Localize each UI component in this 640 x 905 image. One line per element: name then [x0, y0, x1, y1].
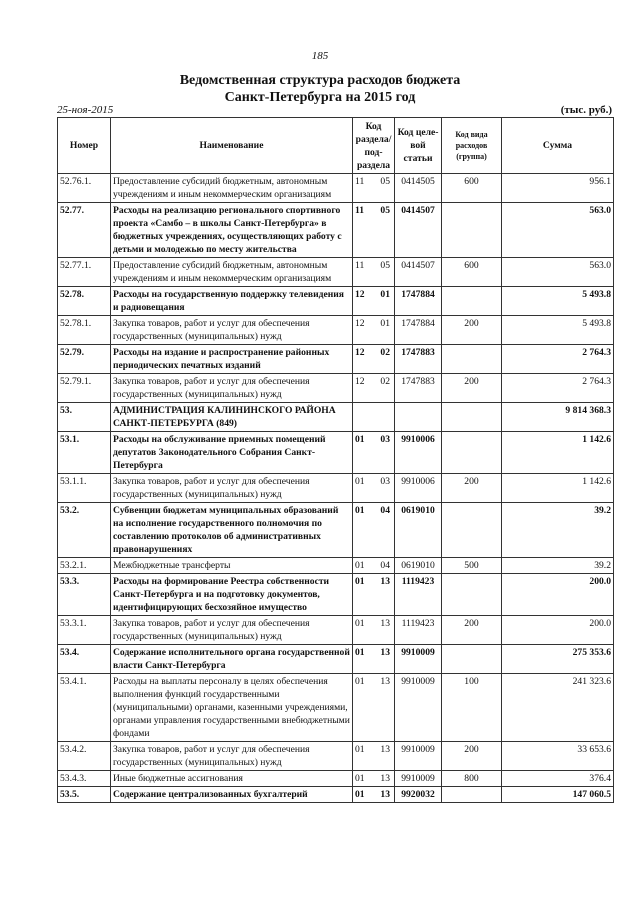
row-target: 9910009	[395, 674, 442, 742]
table-row	[58, 771, 614, 787]
row-expense-type	[442, 345, 502, 374]
row-expense-type	[442, 645, 502, 674]
row-num: 52.76.1.	[58, 174, 111, 203]
table-row	[58, 645, 614, 674]
podrazdel: 05	[380, 176, 390, 187]
row-razdel	[353, 645, 395, 674]
row-sum: 563.0	[502, 203, 614, 258]
table-row	[58, 742, 614, 771]
row-name: Расходы на обслуживание приемных помещений депутатов Законодательного Собрания Санкт-Петербурга	[111, 432, 353, 474]
razdel: 01	[355, 618, 365, 629]
row-razdel	[353, 203, 395, 258]
row-target	[395, 403, 442, 432]
row-num: 53.3.1.	[58, 616, 111, 645]
row-num: 53.5.	[58, 787, 111, 803]
podrazdel: 05	[380, 260, 390, 271]
row-num: 52.78.1.	[58, 316, 111, 345]
row-expense-type: 200	[442, 374, 502, 403]
razdel: 12	[355, 376, 365, 387]
table-row	[58, 316, 614, 345]
row-name: Расходы на реализацию регионального спортивного проекта «Самбо – в школы Санкт-Петербурга» в бюджетных учреждениях, осуществляющих работу с детьми и молодежью по месту жительства	[111, 203, 353, 258]
row-sum: 9 814 368.3	[502, 403, 614, 432]
row-sum: 2 764.3	[502, 345, 614, 374]
podrazdel: 05	[380, 205, 390, 216]
row-sum: 147 060.5	[502, 787, 614, 803]
row-sum: 5 493.8	[502, 316, 614, 345]
razdel: 01	[355, 505, 365, 516]
table-row	[58, 558, 614, 574]
razdel: 01	[355, 744, 365, 755]
row-name: Предоставление субсидий бюджетным, автономным учреждениям и иным некоммерческим организациям	[111, 174, 353, 203]
table-row	[58, 174, 614, 203]
table-row	[58, 374, 614, 403]
row-num: 52.77.	[58, 203, 111, 258]
row-name: Предоставление субсидий бюджетным, автономным учреждениям и иным некоммерческим организациям	[111, 258, 353, 287]
row-expense-type: 100	[442, 674, 502, 742]
row-expense-type: 200	[442, 616, 502, 645]
row-expense-type	[442, 503, 502, 558]
row-sum: 563.0	[502, 258, 614, 287]
row-razdel	[353, 787, 395, 803]
row-num: 53.4.	[58, 645, 111, 674]
row-name: Закупка товаров, работ и услуг для обеспечения государственных (муниципальных) нужд	[111, 742, 353, 771]
row-razdel	[353, 558, 395, 574]
razdel: 01	[355, 576, 365, 587]
podrazdel: 13	[380, 618, 390, 629]
podrazdel: 13	[380, 576, 390, 587]
row-sum: 1 142.6	[502, 432, 614, 474]
row-sum: 275 353.6	[502, 645, 614, 674]
row-sum: 241 323.6	[502, 674, 614, 742]
row-num: 52.79.	[58, 345, 111, 374]
row-target: 9910009	[395, 645, 442, 674]
row-expense-type: 200	[442, 474, 502, 503]
podrazdel: 03	[380, 434, 390, 445]
row-razdel	[353, 432, 395, 474]
razdel: 11	[355, 176, 365, 187]
row-num: 53.1.	[58, 432, 111, 474]
row-sum: 5 493.8	[502, 287, 614, 316]
table-row	[58, 474, 614, 503]
table-row	[58, 403, 614, 432]
header-target: Код целе-вой статьи	[395, 118, 442, 174]
row-razdel	[353, 771, 395, 787]
razdel: 01	[355, 434, 365, 445]
header-razdel: Код раздела/ под-раздела	[353, 118, 395, 174]
row-sum: 33 653.6	[502, 742, 614, 771]
podrazdel: 13	[380, 744, 390, 755]
row-razdel	[353, 574, 395, 616]
row-expense-type: 500	[442, 558, 502, 574]
row-name: Закупка товаров, работ и услуг для обеспечения государственных (муниципальных) нужд	[111, 374, 353, 403]
header-num: Номер	[58, 118, 111, 174]
row-target: 9910006	[395, 432, 442, 474]
row-razdel	[353, 174, 395, 203]
row-target: 1747884	[395, 316, 442, 345]
row-num: 53.4.3.	[58, 771, 111, 787]
row-name: Закупка товаров, работ и услуг для обеспечения государственных (муниципальных) нужд	[111, 316, 353, 345]
row-expense-type	[442, 403, 502, 432]
row-target: 1747884	[395, 287, 442, 316]
row-name: Расходы на издание и распространение районных периодических печатных изданий	[111, 345, 353, 374]
row-name: Закупка товаров, работ и услуг для обеспечения государственных (муниципальных) нужд	[111, 474, 353, 503]
row-sum: 376.4	[502, 771, 614, 787]
row-name: Расходы на государственную поддержку телевидения и радиовещания	[111, 287, 353, 316]
row-expense-type: 600	[442, 174, 502, 203]
row-razdel	[353, 474, 395, 503]
row-target: 0619010	[395, 558, 442, 574]
table-header	[58, 118, 614, 174]
podrazdel: 13	[380, 789, 390, 800]
table-row	[58, 345, 614, 374]
razdel: 12	[355, 289, 365, 300]
row-expense-type	[442, 574, 502, 616]
podrazdel: 03	[380, 476, 390, 487]
table-row	[58, 287, 614, 316]
podrazdel: 04	[380, 505, 390, 516]
podrazdel: 04	[380, 560, 390, 571]
row-sum: 39.2	[502, 558, 614, 574]
row-num: 53.1.1.	[58, 474, 111, 503]
page-number: 185	[311, 50, 329, 62]
podrazdel: 13	[380, 647, 390, 658]
row-expense-type: 200	[442, 316, 502, 345]
row-sum: 1 142.6	[502, 474, 614, 503]
podrazdel: 01	[380, 289, 390, 300]
razdel: 01	[355, 676, 365, 687]
row-name: Межбюджетные трансферты	[111, 558, 353, 574]
row-razdel	[353, 258, 395, 287]
header-expense-type: Код вида расходов (группа)	[442, 118, 502, 174]
row-target: 9920032	[395, 787, 442, 803]
row-name: АДМИНИСТРАЦИЯ КАЛИНИНСКОГО РАЙОНА САНКТ-ПЕТЕРБУРГА (849)	[111, 403, 353, 432]
row-expense-type	[442, 432, 502, 474]
row-name: Содержание централизованных бухгалтерий	[111, 787, 353, 803]
document-date: 25-ноя-2015	[57, 104, 114, 116]
row-target: 1747883	[395, 345, 442, 374]
row-expense-type: 800	[442, 771, 502, 787]
row-target: 1119423	[395, 574, 442, 616]
row-razdel	[353, 345, 395, 374]
row-razdel	[353, 316, 395, 345]
podrazdel: 13	[380, 676, 390, 687]
row-target: 1119423	[395, 616, 442, 645]
row-razdel	[353, 374, 395, 403]
razdel: 11	[355, 205, 365, 216]
row-razdel	[353, 287, 395, 316]
row-num: 52.78.	[58, 287, 111, 316]
razdel: 01	[355, 476, 365, 487]
units-label: (тыс. руб.)	[560, 104, 612, 116]
row-expense-type: 200	[442, 742, 502, 771]
row-sum: 2 764.3	[502, 374, 614, 403]
row-name: Закупка товаров, работ и услуг для обеспечения государственных (муниципальных) нужд	[111, 616, 353, 645]
row-razdel	[353, 674, 395, 742]
title-line-1: Ведомственная структура расходов бюджета	[179, 73, 461, 88]
row-expense-type	[442, 203, 502, 258]
razdel: 01	[355, 789, 365, 800]
page-title	[0, 72, 640, 106]
row-name: Иные бюджетные ассигнования	[111, 771, 353, 787]
row-sum: 39.2	[502, 503, 614, 558]
table-row	[58, 674, 614, 742]
title-line-2: Санкт-Петербурга на 2015 год	[224, 90, 416, 105]
row-name: Расходы на выплаты персоналу в целях обеспечения выполнения функций государственными (муниципальными) органами, казенными учреждениями, органами управления государственными внебюджетными фондами	[111, 674, 353, 742]
podrazdel: 02	[380, 376, 390, 387]
table-row	[58, 503, 614, 558]
table-row	[58, 616, 614, 645]
row-expense-type: 600	[442, 258, 502, 287]
budget-table	[57, 117, 614, 803]
header-name: Наименование	[111, 118, 353, 174]
table-row	[58, 432, 614, 474]
razdel: 01	[355, 560, 365, 571]
row-sum: 200.0	[502, 616, 614, 645]
row-num: 53.4.1.	[58, 674, 111, 742]
row-target: 1747883	[395, 374, 442, 403]
row-name: Содержание исполнительного органа государственной власти Санкт-Петербурга	[111, 645, 353, 674]
row-num: 53.2.	[58, 503, 111, 558]
row-target: 9910009	[395, 742, 442, 771]
row-num: 53.2.1.	[58, 558, 111, 574]
row-target: 0414507	[395, 258, 442, 287]
row-razdel	[353, 742, 395, 771]
table-row	[58, 574, 614, 616]
row-sum: 956.1	[502, 174, 614, 203]
header-sum: Сумма	[502, 118, 614, 174]
row-expense-type	[442, 787, 502, 803]
razdel: 12	[355, 347, 365, 358]
row-expense-type	[442, 287, 502, 316]
row-num: 52.79.1.	[58, 374, 111, 403]
row-num: 52.77.1.	[58, 258, 111, 287]
row-target: 0414505	[395, 174, 442, 203]
row-razdel	[353, 616, 395, 645]
row-num: 53.3.	[58, 574, 111, 616]
row-num: 53.4.2.	[58, 742, 111, 771]
row-razdel	[353, 403, 395, 432]
row-target: 0619010	[395, 503, 442, 558]
razdel: 11	[355, 260, 365, 271]
razdel: 01	[355, 647, 365, 658]
podrazdel: 13	[380, 773, 390, 784]
row-name: Субвенции бюджетам муниципальных образований на исполнение государственного полномочия по составлению протоколов об административных правонарушениях	[111, 503, 353, 558]
podrazdel: 02	[380, 347, 390, 358]
row-num: 53.	[58, 403, 111, 432]
table-row	[58, 787, 614, 803]
razdel: 01	[355, 773, 365, 784]
row-target: 0414507	[395, 203, 442, 258]
row-target: 9910006	[395, 474, 442, 503]
podrazdel: 01	[380, 318, 390, 329]
table-row	[58, 203, 614, 258]
table-row	[58, 258, 614, 287]
row-sum: 200.0	[502, 574, 614, 616]
row-target: 9910009	[395, 771, 442, 787]
row-name: Расходы на формирование Реестра собственности Санкт-Петербурга и на подготовку документов, идентифицирующих бесхозяйное имущество	[111, 574, 353, 616]
row-razdel	[353, 503, 395, 558]
razdel: 12	[355, 318, 365, 329]
